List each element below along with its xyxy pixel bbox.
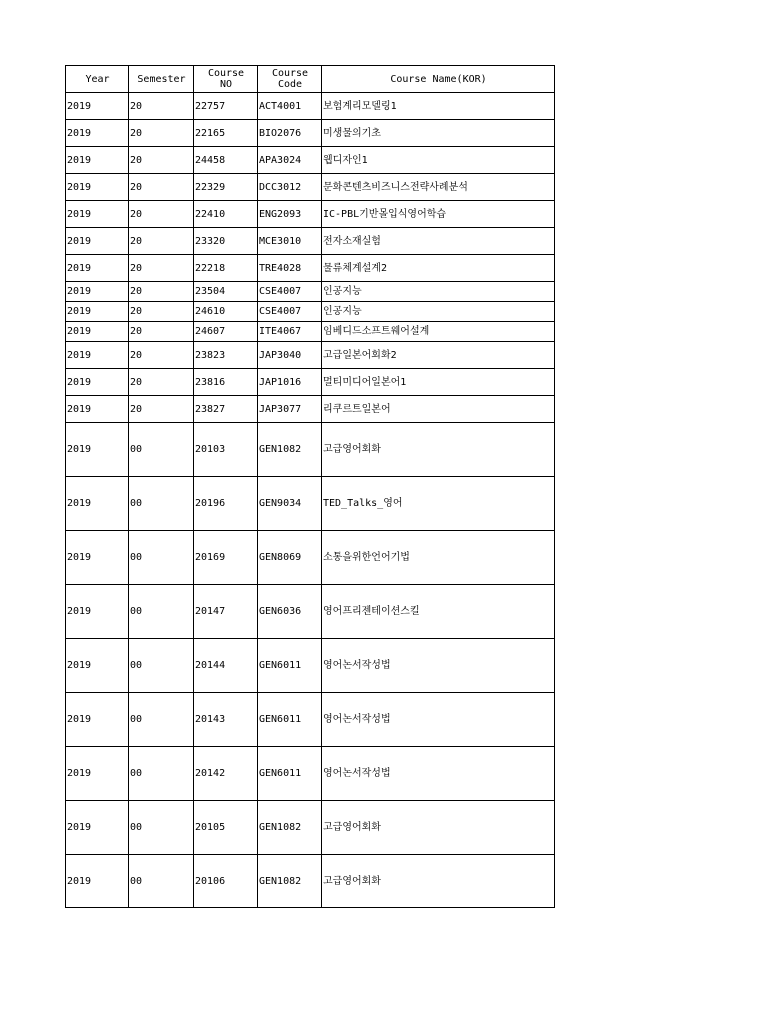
cell-course-name: 영어논서작성법 <box>322 747 555 801</box>
cell-semester: 20 <box>129 120 194 147</box>
cell-semester: 00 <box>129 747 194 801</box>
cell-course-name: 웹디자인1 <box>322 147 555 174</box>
table-row <box>66 639 555 693</box>
table-row <box>66 342 555 369</box>
table-row <box>66 302 555 322</box>
cell-course-name: 보험계리모델링1 <box>322 93 555 120</box>
cell-course-name: TED_Talks_영어 <box>322 477 555 531</box>
cell-course-code: JAP3040 <box>258 342 322 369</box>
cell-course-name: 인공지능 <box>322 282 555 302</box>
table-row <box>66 228 555 255</box>
header-course-code-line2: Code <box>277 79 303 90</box>
cell-year: 2019 <box>66 282 129 302</box>
cell-course-code: GEN1082 <box>258 855 322 908</box>
cell-course-no: 22757 <box>194 93 258 120</box>
cell-semester: 20 <box>129 201 194 228</box>
cell-course-no: 23827 <box>194 396 258 423</box>
table-row <box>66 201 555 228</box>
cell-course-code: APA3024 <box>258 147 322 174</box>
cell-year: 2019 <box>66 855 129 908</box>
cell-course-code: JAP1016 <box>258 369 322 396</box>
cell-course-name: 영어프리젠테이션스킬 <box>322 585 555 639</box>
cell-year: 2019 <box>66 423 129 477</box>
cell-course-code: GEN6011 <box>258 693 322 747</box>
header-course-no-line2: NO <box>219 79 233 90</box>
cell-year: 2019 <box>66 342 129 369</box>
cell-semester: 20 <box>129 255 194 282</box>
cell-course-no: 24607 <box>194 322 258 342</box>
cell-course-name: 임베디드소프트웨어설계 <box>322 322 555 342</box>
cell-course-no: 22218 <box>194 255 258 282</box>
cell-course-name: IC-PBL기반몰입식영어학습 <box>322 201 555 228</box>
header-course-name-label: Course Name(KOR) <box>390 73 487 85</box>
cell-course-no: 22329 <box>194 174 258 201</box>
cell-semester: 00 <box>129 531 194 585</box>
table-row <box>66 120 555 147</box>
table-row <box>66 369 555 396</box>
cell-course-no: 20196 <box>194 477 258 531</box>
cell-course-name: 문화콘텐츠비즈니스전략사례분석 <box>322 174 555 201</box>
cell-course-no: 20105 <box>194 801 258 855</box>
cell-course-name: 고급영어회화 <box>322 801 555 855</box>
course-table <box>65 65 555 908</box>
table-row <box>66 147 555 174</box>
cell-course-code: TRE4028 <box>258 255 322 282</box>
cell-year: 2019 <box>66 396 129 423</box>
cell-course-code: ENG2093 <box>258 201 322 228</box>
cell-year: 2019 <box>66 201 129 228</box>
table-body <box>66 93 555 908</box>
cell-course-code: MCE3010 <box>258 228 322 255</box>
cell-course-code: GEN6036 <box>258 585 322 639</box>
cell-course-code: ACT4001 <box>258 93 322 120</box>
cell-year: 2019 <box>66 322 129 342</box>
cell-semester: 20 <box>129 396 194 423</box>
cell-course-no: 20144 <box>194 639 258 693</box>
cell-course-name: 영어논서작성법 <box>322 693 555 747</box>
cell-course-no: 20143 <box>194 693 258 747</box>
table-header <box>66 66 555 93</box>
cell-course-no: 20169 <box>194 531 258 585</box>
header-semester-label: Semester <box>137 73 186 85</box>
cell-semester: 20 <box>129 302 194 322</box>
cell-semester: 20 <box>129 322 194 342</box>
cell-year: 2019 <box>66 120 129 147</box>
cell-course-name: 전자소재실험 <box>322 228 555 255</box>
cell-course-code: GEN1082 <box>258 801 322 855</box>
cell-course-no: 22410 <box>194 201 258 228</box>
cell-year: 2019 <box>66 531 129 585</box>
cell-semester: 20 <box>129 93 194 120</box>
cell-course-name: 영어논서작성법 <box>322 639 555 693</box>
cell-course-no: 23320 <box>194 228 258 255</box>
cell-course-name: 멀티미디어일본어1 <box>322 369 555 396</box>
table-row <box>66 322 555 342</box>
cell-course-name: 소통을위한언어기법 <box>322 531 555 585</box>
table-row <box>66 585 555 639</box>
cell-course-code: ITE4067 <box>258 322 322 342</box>
header-year-label: Year <box>85 73 110 85</box>
cell-year: 2019 <box>66 369 129 396</box>
header-course-name <box>322 66 555 93</box>
cell-course-no: 23816 <box>194 369 258 396</box>
cell-semester: 00 <box>129 585 194 639</box>
cell-year: 2019 <box>66 585 129 639</box>
cell-course-name: 고급일본어회화2 <box>322 342 555 369</box>
cell-course-no: 24610 <box>194 302 258 322</box>
cell-course-code: GEN6011 <box>258 747 322 801</box>
table-row <box>66 282 555 302</box>
cell-semester: 20 <box>129 174 194 201</box>
cell-semester: 00 <box>129 801 194 855</box>
cell-course-code: CSE4007 <box>258 282 322 302</box>
table-row <box>66 255 555 282</box>
table-row <box>66 693 555 747</box>
cell-course-no: 20106 <box>194 855 258 908</box>
cell-year: 2019 <box>66 93 129 120</box>
header-semester <box>129 66 194 93</box>
cell-course-name: 고급영어회화 <box>322 855 555 908</box>
cell-semester: 20 <box>129 342 194 369</box>
cell-course-name: 고급영어회화 <box>322 423 555 477</box>
header-course-code <box>258 66 322 93</box>
cell-course-code: JAP3077 <box>258 396 322 423</box>
cell-year: 2019 <box>66 747 129 801</box>
cell-year: 2019 <box>66 801 129 855</box>
cell-semester: 00 <box>129 855 194 908</box>
cell-course-code: GEN6011 <box>258 639 322 693</box>
cell-semester: 20 <box>129 369 194 396</box>
cell-course-no: 24458 <box>194 147 258 174</box>
table-row <box>66 174 555 201</box>
cell-course-name: 미생물의기초 <box>322 120 555 147</box>
cell-semester: 00 <box>129 639 194 693</box>
cell-course-name: 리쿠르트일본어 <box>322 396 555 423</box>
table-row <box>66 855 555 908</box>
cell-year: 2019 <box>66 693 129 747</box>
table-row <box>66 801 555 855</box>
cell-course-code: GEN1082 <box>258 423 322 477</box>
header-row <box>66 66 555 93</box>
cell-course-code: GEN9034 <box>258 477 322 531</box>
cell-course-code: DCC3012 <box>258 174 322 201</box>
cell-course-name: 인공지능 <box>322 302 555 322</box>
cell-course-no: 20142 <box>194 747 258 801</box>
cell-semester: 20 <box>129 228 194 255</box>
table-row <box>66 477 555 531</box>
table-row <box>66 93 555 120</box>
cell-semester: 00 <box>129 693 194 747</box>
cell-year: 2019 <box>66 477 129 531</box>
table-row <box>66 423 555 477</box>
cell-semester: 00 <box>129 477 194 531</box>
cell-course-code: BIO2076 <box>258 120 322 147</box>
cell-course-name: 물류체계설계2 <box>322 255 555 282</box>
header-course-code-line1: Course <box>271 68 309 79</box>
cell-semester: 20 <box>129 147 194 174</box>
cell-course-no: 23823 <box>194 342 258 369</box>
header-course-no <box>194 66 258 93</box>
cell-course-no: 22165 <box>194 120 258 147</box>
cell-year: 2019 <box>66 302 129 322</box>
cell-year: 2019 <box>66 255 129 282</box>
cell-semester: 00 <box>129 423 194 477</box>
cell-course-code: CSE4007 <box>258 302 322 322</box>
cell-year: 2019 <box>66 147 129 174</box>
cell-course-no: 23504 <box>194 282 258 302</box>
cell-year: 2019 <box>66 174 129 201</box>
table-row <box>66 396 555 423</box>
cell-year: 2019 <box>66 228 129 255</box>
cell-course-code: GEN8069 <box>258 531 322 585</box>
table-row <box>66 531 555 585</box>
header-year <box>66 66 129 93</box>
cell-year: 2019 <box>66 639 129 693</box>
cell-course-no: 20103 <box>194 423 258 477</box>
header-course-no-line1: Course <box>207 68 245 79</box>
cell-semester: 20 <box>129 282 194 302</box>
table-row <box>66 747 555 801</box>
cell-course-no: 20147 <box>194 585 258 639</box>
